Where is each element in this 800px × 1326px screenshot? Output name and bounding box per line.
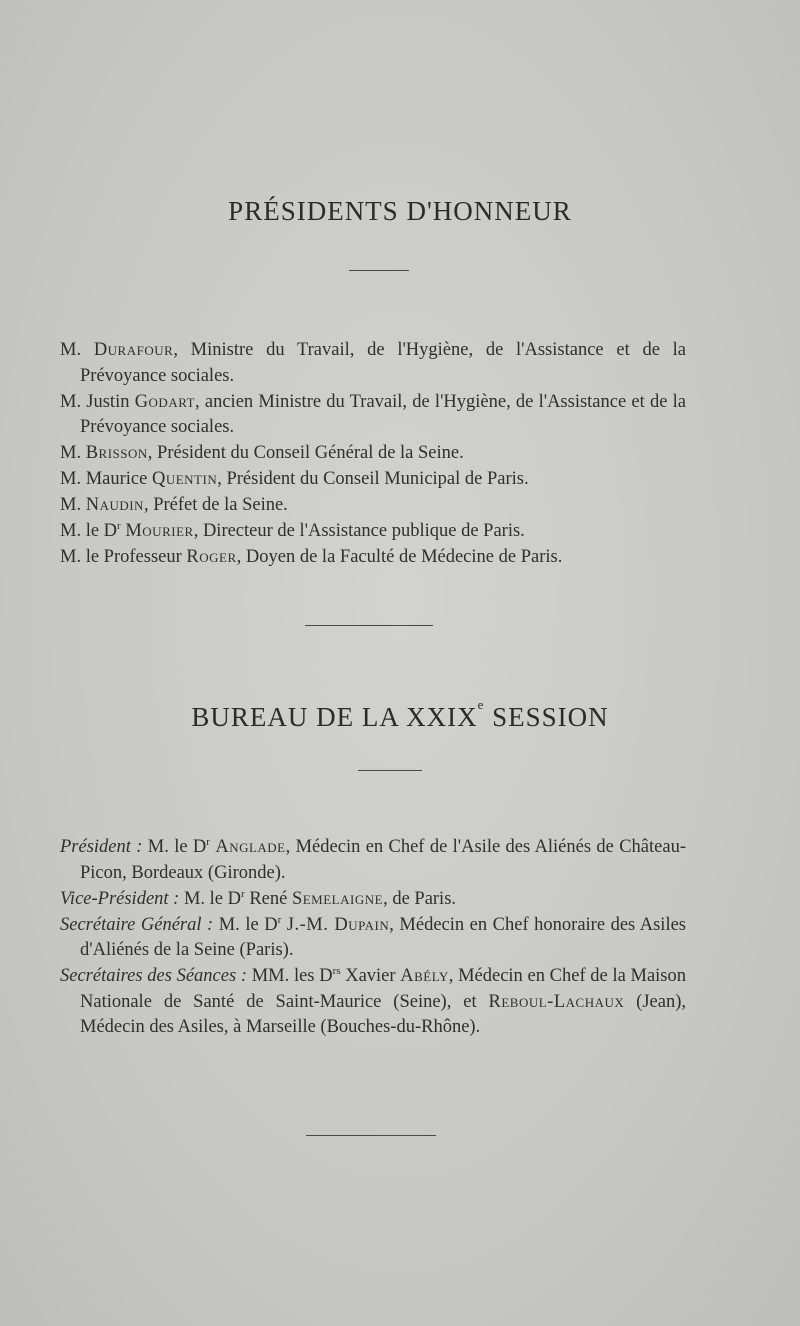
section-title-presidents: PRÉSIDENTS D'HONNEUR xyxy=(228,196,572,226)
divider xyxy=(358,770,422,771)
divider xyxy=(349,270,409,271)
list-item: M. le Professeur Roger, Doyen de la Faculté de Médecine de Paris. xyxy=(60,547,563,567)
list-item: M. Durafour, Ministre du Travail, de l'Hygiène, de l'Assistance et de la Prévoyance sociales. xyxy=(60,340,686,386)
list-item: M. Naudin, Préfet de la Seine. xyxy=(60,495,288,515)
list-item: M. Maurice Quentin, Président du Conseil Municipal de Paris. xyxy=(60,469,529,489)
divider xyxy=(305,625,433,626)
list-item: M. Justin Godart, ancien Ministre du Travail, de l'Hygiène, de l'Assistance et de la Prévoyance sociales. xyxy=(60,391,686,437)
section-title-bureau: BUREAU DE LA XXIXe SESSION xyxy=(191,697,609,732)
list-item: Vice-Président : M. le $D^r$ René Semelaigne, de Paris. xyxy=(60,887,457,909)
list-item: Président : M. le $D^r$ Anglade, Médecin en Chef de l'Asile des Aliénés de Château-Picon, Bordeaux (Gironde). xyxy=(60,835,686,883)
list-item: Secrétaires des Séances : MM. les $D^{rs}$ Xavier Abély, Médecin en Chef de la Maison Nationale de Santé de Saint-Maurice (Seine), et Reboul-Lachaux (Jean), Médecin des Asiles, à Marseille (Bouches-du-Rhône). xyxy=(60,964,686,1037)
bureau-list xyxy=(60,835,686,1041)
honorary-presidents-list xyxy=(60,338,686,571)
list-item: M. Brisson, Président du Conseil Général de la Seine. xyxy=(60,443,464,463)
list-item: M. le $D^r$ Mourier, Directeur de l'Assistance publique de Paris. xyxy=(60,519,525,541)
list-item: Secrétaire Général : M. le $D^r$ J.-M. Dupain, Médecin en Chef honoraire des Asiles d'Aliénés de la Seine (Paris). xyxy=(60,913,686,960)
divider xyxy=(306,1135,436,1136)
